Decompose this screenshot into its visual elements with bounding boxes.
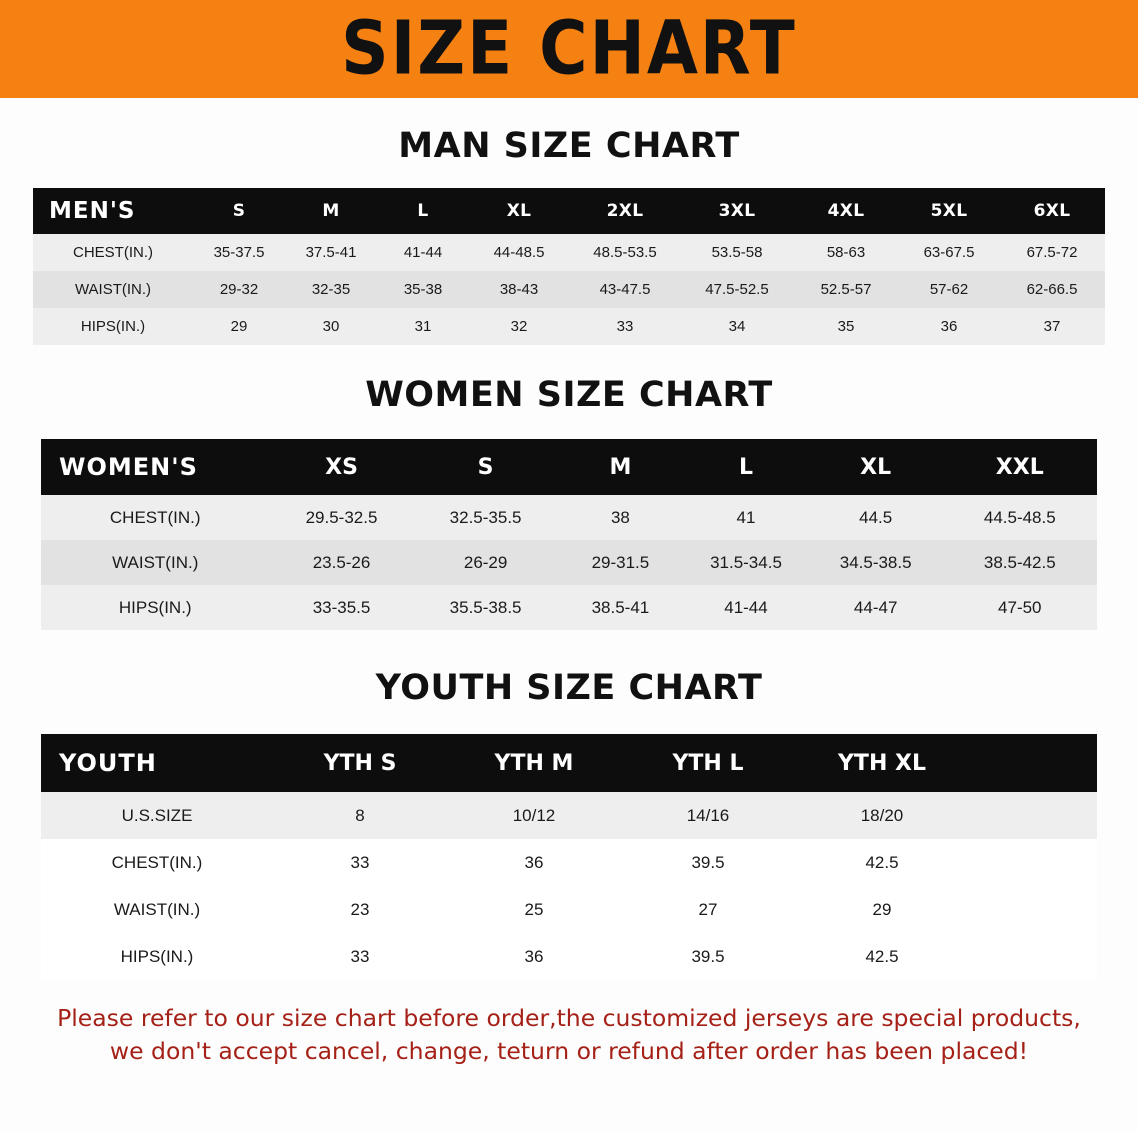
man-cell: 63-67.5 <box>899 234 999 271</box>
youth-cell: 29 <box>795 886 969 933</box>
table-row <box>41 886 1097 933</box>
women-header-row <box>41 439 1097 495</box>
women-cell: 44-47 <box>809 585 943 630</box>
women-cell: 44.5-48.5 <box>943 495 1097 540</box>
women-cell: 31.5-34.5 <box>683 540 809 585</box>
man-row-label: CHEST(IN.) <box>33 234 193 271</box>
women-cell: 32.5-35.5 <box>414 495 558 540</box>
women-cell: 35.5-38.5 <box>414 585 558 630</box>
man-cell: 29 <box>193 308 285 345</box>
man-cell: 38-43 <box>469 271 569 308</box>
man-cell: 35 <box>793 308 899 345</box>
youth-row-label: HIPS(IN.) <box>41 933 273 980</box>
youth-cell: 14/16 <box>621 792 795 839</box>
man-cell: 35-37.5 <box>193 234 285 271</box>
youth-cell-spacer <box>969 886 1097 933</box>
man-cell: 37.5-41 <box>285 234 377 271</box>
women-header-cell: M <box>558 439 684 495</box>
women-table-wrap <box>0 439 1138 630</box>
man-cell: 30 <box>285 308 377 345</box>
header-banner <box>0 0 1138 98</box>
youth-row-label: U.S.SIZE <box>41 792 273 839</box>
man-cell: 37 <box>999 308 1105 345</box>
man-header-cell: 6XL <box>999 188 1105 234</box>
youth-table-wrap <box>0 734 1138 980</box>
youth-cell: 27 <box>621 886 795 933</box>
man-header-cell: S <box>193 188 285 234</box>
youth-cell: 18/20 <box>795 792 969 839</box>
youth-header-cell: YTH S <box>273 734 447 792</box>
women-cell: 41 <box>683 495 809 540</box>
man-cell: 67.5-72 <box>999 234 1105 271</box>
youth-header-cell: YTH M <box>447 734 621 792</box>
man-header-cell: M <box>285 188 377 234</box>
man-size-table <box>33 188 1105 345</box>
women-cell: 38.5-42.5 <box>943 540 1097 585</box>
disclaimer-note <box>34 1002 1104 1069</box>
youth-cell: 25 <box>447 886 621 933</box>
man-header-cell: L <box>377 188 469 234</box>
man-header-cell: MEN'S <box>33 188 193 234</box>
youth-cell: 39.5 <box>621 933 795 980</box>
youth-cell: 10/12 <box>447 792 621 839</box>
man-cell: 33 <box>569 308 681 345</box>
youth-row-label: WAIST(IN.) <box>41 886 273 933</box>
man-cell: 32-35 <box>285 271 377 308</box>
women-header-cell: WOMEN'S <box>41 439 269 495</box>
women-cell: 29-31.5 <box>558 540 684 585</box>
youth-header-row <box>41 734 1097 792</box>
youth-cell: 39.5 <box>621 839 795 886</box>
youth-cell: 42.5 <box>795 839 969 886</box>
man-section-title: MAN SIZE CHART <box>398 126 740 166</box>
women-row-label: WAIST(IN.) <box>41 540 269 585</box>
women-size-table <box>41 439 1097 630</box>
man-header-cell: XL <box>469 188 569 234</box>
youth-cell: 33 <box>273 839 447 886</box>
youth-header-cell: YTH L <box>621 734 795 792</box>
women-cell: 41-44 <box>683 585 809 630</box>
women-cell: 34.5-38.5 <box>809 540 943 585</box>
man-cell: 58-63 <box>793 234 899 271</box>
table-row <box>33 308 1105 345</box>
man-cell: 47.5-52.5 <box>681 271 793 308</box>
man-cell: 36 <box>899 308 999 345</box>
youth-header-cell: YTH XL <box>795 734 969 792</box>
table-row <box>41 540 1097 585</box>
man-cell: 34 <box>681 308 793 345</box>
women-header-cell: S <box>414 439 558 495</box>
women-header-cell: XXL <box>943 439 1097 495</box>
table-row <box>41 792 1097 839</box>
youth-row-label: CHEST(IN.) <box>41 839 273 886</box>
youth-cell: 23 <box>273 886 447 933</box>
women-row-label: CHEST(IN.) <box>41 495 269 540</box>
man-cell: 43-47.5 <box>569 271 681 308</box>
man-row-label: HIPS(IN.) <box>33 308 193 345</box>
man-header-cell: 3XL <box>681 188 793 234</box>
man-cell: 29-32 <box>193 271 285 308</box>
man-cell: 52.5-57 <box>793 271 899 308</box>
man-cell: 48.5-53.5 <box>569 234 681 271</box>
youth-cell: 42.5 <box>795 933 969 980</box>
women-section-title: WOMEN SIZE CHART <box>365 375 773 415</box>
youth-cell-spacer <box>969 792 1097 839</box>
man-header-cell: 4XL <box>793 188 899 234</box>
man-header-row <box>33 188 1105 234</box>
women-cell: 29.5-32.5 <box>269 495 413 540</box>
man-cell: 44-48.5 <box>469 234 569 271</box>
man-cell: 53.5-58 <box>681 234 793 271</box>
women-header-cell: XS <box>269 439 413 495</box>
women-cell: 38.5-41 <box>558 585 684 630</box>
man-cell: 41-44 <box>377 234 469 271</box>
disclaimer-line-1: Please refer to our size chart before order,the customized jerseys are special products, <box>57 1004 1081 1032</box>
women-cell: 26-29 <box>414 540 558 585</box>
women-row-label: HIPS(IN.) <box>41 585 269 630</box>
youth-section-title: YOUTH SIZE CHART <box>375 668 763 708</box>
man-header-cell: 2XL <box>569 188 681 234</box>
youth-size-table <box>41 734 1097 980</box>
women-header-cell: XL <box>809 439 943 495</box>
women-cell: 23.5-26 <box>269 540 413 585</box>
man-header-cell: 5XL <box>899 188 999 234</box>
man-row-label: WAIST(IN.) <box>33 271 193 308</box>
youth-cell-spacer <box>969 839 1097 886</box>
disclaimer-line-2: we don't accept cancel, change, teturn or refund after order has been placed! <box>109 1037 1029 1066</box>
women-cell: 38 <box>558 495 684 540</box>
man-cell: 31 <box>377 308 469 345</box>
page-title: SIZE CHART <box>341 5 797 92</box>
youth-cell: 33 <box>273 933 447 980</box>
women-cell: 33-35.5 <box>269 585 413 630</box>
table-row <box>41 933 1097 980</box>
youth-header-cell: YOUTH <box>41 734 273 792</box>
man-cell: 35-38 <box>377 271 469 308</box>
women-cell: 44.5 <box>809 495 943 540</box>
table-row <box>41 839 1097 886</box>
youth-cell: 8 <box>273 792 447 839</box>
table-row <box>33 271 1105 308</box>
table-row <box>41 585 1097 630</box>
man-table-wrap <box>0 188 1138 345</box>
youth-cell: 36 <box>447 839 621 886</box>
man-cell: 32 <box>469 308 569 345</box>
women-cell: 47-50 <box>943 585 1097 630</box>
man-cell: 57-62 <box>899 271 999 308</box>
youth-cell-spacer <box>969 933 1097 980</box>
youth-cell: 36 <box>447 933 621 980</box>
women-header-cell: L <box>683 439 809 495</box>
table-row <box>41 495 1097 540</box>
man-cell: 62-66.5 <box>999 271 1105 308</box>
youth-header-spacer <box>969 734 1097 792</box>
table-row <box>33 234 1105 271</box>
